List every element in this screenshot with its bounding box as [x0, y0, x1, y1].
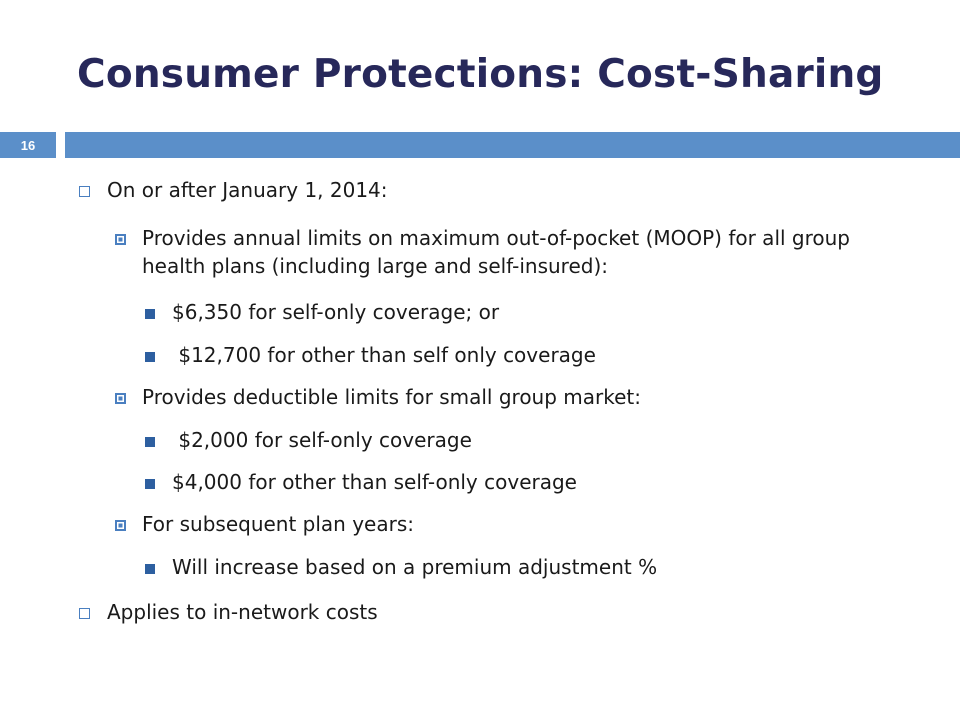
filled-square-bullet-icon: [145, 426, 155, 454]
boxed-square-bullet-icon: [115, 224, 126, 252]
bullet-item: [172, 298, 499, 326]
filled-square-bullet-icon: [145, 298, 155, 326]
bullet-item: [172, 426, 472, 454]
header-accent-bar: [65, 132, 960, 158]
bullet-item: [107, 598, 378, 626]
bullet-text: $12,700 for other than self only coverage: [172, 343, 596, 367]
bullet-item: [142, 510, 414, 538]
filled-square-bullet-icon: [145, 553, 155, 581]
bullet-item: [172, 468, 577, 496]
slide-title: Consumer Protections: Cost-Sharing: [77, 52, 884, 97]
bullet-item: [172, 553, 657, 581]
boxed-square-bullet-icon: [115, 510, 126, 538]
bullet-item: [107, 176, 388, 204]
filled-square-bullet-icon: [145, 468, 155, 496]
bullet-text: Applies to in-network costs: [107, 600, 378, 624]
slide-number: 16: [0, 132, 56, 158]
bullet-item: [142, 383, 641, 411]
bullet-text: Will increase based on a premium adjustment %: [172, 555, 658, 579]
hollow-square-bullet-icon: [79, 176, 90, 204]
filled-square-bullet-icon: [145, 341, 155, 369]
bullet-text: $2,000 for self-only coverage: [172, 428, 472, 452]
bullet-text: $4,000 for other than self-only coverage: [172, 470, 577, 494]
bullet-text: Provides annual limits on maximum out-of-pocket (MOOP) for all group health plans (including large and self-insured):: [142, 226, 850, 278]
bullet-text: For subsequent plan years:: [142, 512, 414, 536]
bullet-text: Provides deductible limits for small group market:: [142, 385, 641, 409]
bullet-text: On or after January 1, 2014:: [107, 178, 388, 202]
bullet-item: [172, 341, 596, 369]
boxed-square-bullet-icon: [115, 383, 126, 411]
bullet-item: [142, 224, 902, 280]
bullet-text: $6,350 for self-only coverage; or: [172, 300, 500, 324]
hollow-square-bullet-icon: [79, 598, 90, 626]
